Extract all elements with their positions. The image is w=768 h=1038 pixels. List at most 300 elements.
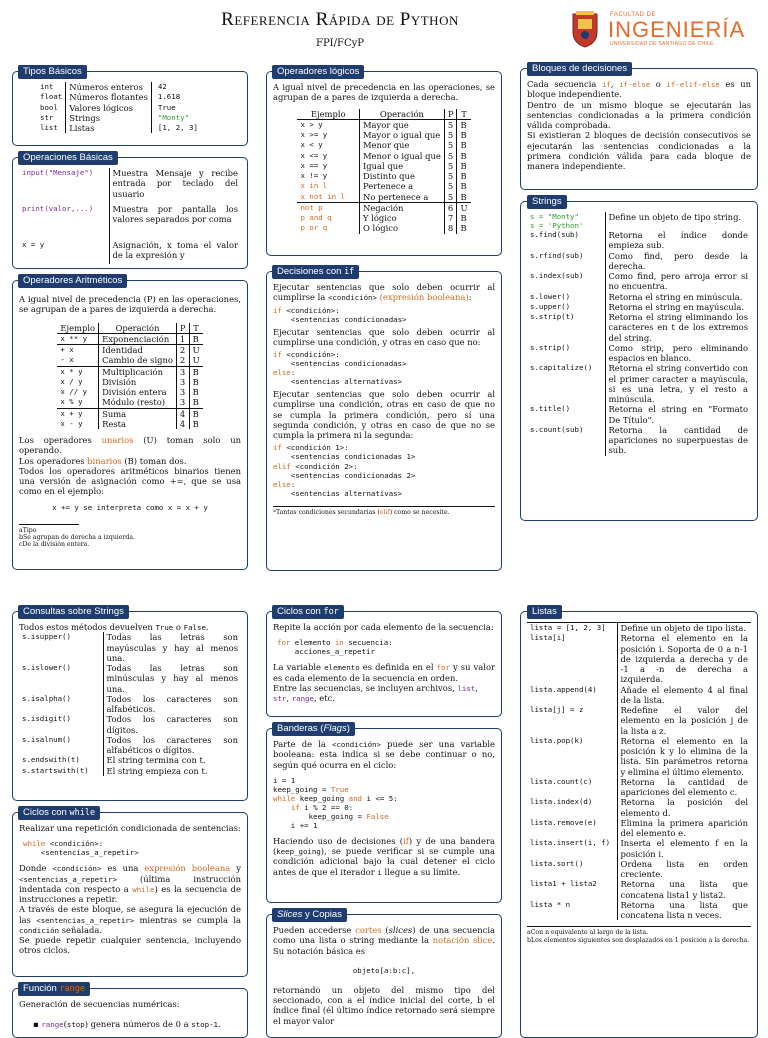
- tipo-example: 42: [157, 82, 167, 91]
- listas-code: lista[i]: [527, 633, 617, 684]
- logicos-cell: 5: [444, 192, 457, 203]
- aritm-cell: - x: [57, 355, 98, 366]
- table-row: [19, 766, 241, 776]
- decisiones-code2: if <condición>: <sentencias condicionadas> else: <sentencias alternativas>: [273, 350, 407, 387]
- aritm-cell: U: [192, 345, 200, 355]
- tipo-example: "Monty": [157, 112, 190, 122]
- listas-code: lista.remove(e): [527, 818, 617, 839]
- tipo-desc: Valores lógicos: [66, 103, 152, 113]
- logicos-cell: Igual que: [359, 161, 444, 171]
- strings-desc: Retorna el string eliminando los caracteres en t de los extremos del string.: [608, 312, 748, 343]
- table-row: [527, 777, 751, 798]
- table-row: [527, 271, 751, 292]
- while-title: Ciclos con while: [18, 806, 100, 820]
- consultas-code: s.isupper(): [19, 632, 103, 663]
- aritm-title: Operadores Aritméticos: [18, 274, 127, 288]
- logicos-title: Operadores lógicos: [272, 65, 364, 79]
- consultas-desc: El string empieza con t.: [106, 765, 208, 776]
- banderas-box: [266, 728, 502, 903]
- listas-desc: Redefine el valor del elemento en la posición j de la lista a z.: [620, 705, 748, 736]
- aritm-cell: B: [192, 366, 199, 377]
- aritm-p1: Los operadores unarios (U) toman solo un operando.: [19, 435, 242, 456]
- strings-desc: Retorna el string convertido con el primer caracter a mayúscula, si es una letra, y el resto a minúscula.: [608, 363, 748, 405]
- logicos-header: Ejemplo: [297, 109, 359, 120]
- aritm-p2: Los operadores binarios (B) toman dos.: [19, 455, 187, 466]
- table-row: [19, 240, 241, 264]
- listas-table: [527, 622, 751, 920]
- banderas-title: Banderas (Flags): [272, 722, 355, 736]
- logicos-cell: U: [460, 202, 468, 213]
- logicos-cell: B: [457, 192, 471, 203]
- strings-code: s.find(sub): [527, 230, 605, 251]
- table-row: [527, 736, 751, 777]
- opb-code: input("Mensaje"): [19, 168, 109, 204]
- while-box: [12, 812, 248, 977]
- aritm-cell: + x: [57, 345, 98, 356]
- header: [0, 0, 768, 60]
- strings-desc: Retorna el string en minúscula.: [608, 291, 743, 302]
- consultas-table: [19, 632, 241, 776]
- opb-desc: Asignación, x toma el valor de la expresión y: [112, 240, 238, 261]
- logo-small-text: FACULTAD DE: [610, 12, 656, 18]
- logo-subtext: UNIVERSIDAD DE SANTIAGO DE CHILE: [610, 41, 714, 47]
- strings-desc: Como strip, pero eliminando espacios en blanco.: [608, 342, 748, 364]
- tipo-name: list: [37, 123, 66, 133]
- listas-desc: Retorna la posición del elemento d.: [620, 797, 748, 818]
- decisiones-box: [266, 271, 502, 571]
- logicos-cell: x not in l: [297, 192, 359, 203]
- listas-code: lista.index(d): [527, 797, 617, 818]
- table-row: [527, 343, 751, 364]
- strings-desc: Retorna el string en mayúscula.: [608, 301, 745, 312]
- logicos-cell: Mayor o igual que: [359, 130, 444, 140]
- logicos-header: P: [444, 109, 457, 120]
- aritm-cell: x + y: [57, 408, 98, 419]
- logicos-cell: x <= y: [297, 151, 359, 161]
- consultas-code: s.isalnum(): [19, 735, 103, 756]
- table-row: [527, 623, 751, 634]
- table-row: [19, 735, 241, 756]
- slices-p1: Pueden accederse cortes (slices) de una secuencia como una lista o string mediante la notación slice. Su notación básica es: [273, 925, 495, 956]
- aritm-cell: x % y: [57, 397, 98, 408]
- tipo-desc: Números flotantes: [66, 92, 152, 102]
- table-row: [527, 900, 751, 921]
- logicos-cell: Pertenece a: [359, 181, 444, 191]
- listas-desc: Inserta el elemento f en la posición i.: [620, 838, 748, 859]
- listas-code: lista1 + lista2: [527, 879, 617, 900]
- table-row: [527, 363, 751, 404]
- consultas-desc: Todos los caracteres son alfabéticos o dígitos.: [106, 734, 238, 755]
- table-row: [297, 223, 470, 233]
- table-row: [527, 292, 751, 302]
- tipo-example: 1.618: [157, 92, 181, 102]
- aritm-header: Operación: [99, 323, 177, 334]
- slices-code: objeto[a:b:c],: [352, 965, 416, 975]
- strings-desc: Retorna el índice donde empieza sub.: [608, 230, 748, 251]
- logicos-cell: Y lógico: [359, 213, 444, 223]
- aritm-cell: División entera: [99, 387, 177, 397]
- decisiones-p1: Ejecutar sentencias que solo deben ocurrir al cumplirse la <condición> (expresión booleana):: [273, 282, 495, 303]
- aritm-cell: Suma: [99, 408, 177, 419]
- aritm-cell: x ** y: [57, 333, 98, 344]
- table-row: [527, 818, 751, 839]
- strings-code: s = "Monty" s = 'Python': [527, 212, 605, 230]
- table-row: [297, 151, 470, 161]
- logicos-cell: 7: [444, 213, 457, 223]
- aritm-notes: [19, 524, 136, 549]
- listas-desc: Retorna el elemento en la posición k y lo elimina de la lista. Sin parámetros retorna y elimina el último elemento.: [620, 735, 748, 777]
- logicos-cell: Distinto que: [359, 171, 444, 181]
- aritm-cell: B: [192, 418, 199, 429]
- strings-code: s.rfind(sub): [527, 251, 605, 272]
- table-row: [527, 797, 751, 818]
- strings-desc: Retorna el string en "Formato De Título".: [608, 404, 748, 425]
- banderas-p2: Haciendo uso de decisiones (if) y de una bandera (keep_going), se puede verificar si se cumple una condición adicional bajo la cual detener el ciclo antes de que el iterador i llegue a su límite.: [273, 835, 495, 877]
- aritm-cell: Exponenciación: [99, 333, 177, 344]
- aritm-cell: x // y: [57, 387, 98, 397]
- table-row: [527, 633, 751, 684]
- tipos-title: Tipos Básicos: [18, 65, 87, 79]
- aritm-cell: x - y: [57, 419, 98, 429]
- logicos-table: [297, 109, 470, 234]
- listas-box: [520, 611, 758, 1038]
- table-row: [297, 202, 470, 213]
- listas-desc: Añade el elemento 4 al final de la lista.: [620, 684, 748, 705]
- strings-code: s.strip(): [527, 343, 605, 364]
- bloques-box: [520, 68, 758, 190]
- table-row: [19, 755, 241, 765]
- aritm-cell: B: [192, 408, 199, 419]
- aritm-cell: 3: [176, 387, 189, 397]
- listas-desc: Elimina la primera aparición del elemento e.: [620, 817, 748, 838]
- aritm-cell: Módulo (resto): [99, 397, 177, 408]
- table-row: [527, 879, 751, 900]
- logicos-cell: B: [460, 160, 467, 171]
- opb-code: x = y: [19, 240, 109, 264]
- logicos-cell: p or q: [297, 223, 359, 233]
- aritm-intro: A igual nivel de precedencia (P) en las operaciones, se agrupan de a pares de izquierda a derecha.: [19, 294, 241, 315]
- listas-desc: Retorna una lista que concatena lista1 y lista2.: [620, 879, 748, 900]
- logicos-cell: x != y: [297, 171, 359, 181]
- table-row: [527, 685, 751, 706]
- consultas-code: s.startswith(t): [19, 766, 103, 776]
- consultas-desc: Todas las letras son mayúsculas y hay al menos una.: [106, 632, 238, 663]
- listas-note-a: aCon n equivalente al largo de la lista.: [527, 929, 648, 937]
- funcion-item1: ▪ range(stop) genera números de 0 a stop-1.: [33, 1019, 221, 1030]
- opb-desc: Muestra Mensaje y recibe entrada por teclado del usuario: [112, 168, 238, 199]
- decisiones-code1: if <condición>: <sentencias condicionadas>: [273, 305, 407, 324]
- logicos-cell: x >= y: [297, 130, 359, 140]
- table-row: [19, 204, 241, 240]
- table-row: [527, 212, 751, 230]
- logicos-cell: B: [457, 119, 471, 130]
- opb-desc: Muestra por pantalla los valores separados por coma: [112, 204, 238, 225]
- listas-code: lista[j] = z: [527, 705, 617, 736]
- opbasicas-title: Operaciones Básicas: [18, 151, 118, 165]
- funcion-p1: Generación de secuencias numéricas:: [19, 999, 180, 1009]
- logicos-header: Operación: [359, 109, 444, 120]
- aritm-example: x += y se interpreta como x = x + y: [52, 502, 208, 512]
- tipo-name: int: [37, 82, 66, 92]
- table-row: [37, 92, 201, 102]
- logicos-cell: 5: [444, 130, 457, 140]
- decisiones-code3: if <condición 1>: <sentencias condicionadas 1> elif <condición 2>: <sentencias condicionadas 2> else: <sentencias alternativas>: [273, 443, 416, 498]
- listas-code: lista = [1, 2, 3]: [527, 623, 617, 634]
- aritm-cell: B: [189, 333, 203, 344]
- listas-code: lista.pop(k): [527, 736, 617, 777]
- table-row: [19, 714, 241, 735]
- table-row: [37, 113, 201, 123]
- strings-title: Strings: [527, 195, 567, 209]
- tipos-table: [37, 82, 201, 133]
- aritm-table: [57, 323, 202, 430]
- table-row: [57, 366, 202, 377]
- table-row: [297, 161, 470, 171]
- logicos-cell: O lógico: [359, 223, 444, 233]
- while-code: while <condición>: <sentencias_a_repetir>: [23, 839, 139, 858]
- logicos-cell: x == y: [297, 161, 359, 171]
- strings-table: [527, 212, 751, 456]
- logicos-cell: 6: [444, 202, 457, 213]
- aritm-cell: 2: [176, 355, 189, 366]
- aritm-note-a: aTipo: [19, 526, 37, 534]
- logicos-cell: not p: [297, 202, 359, 213]
- aritm-cell: B: [189, 397, 203, 408]
- logicos-cell: 8: [444, 223, 457, 233]
- table-row: [297, 192, 470, 203]
- bloques-p1: Cada secuencia if, if-else o if-elif-else es un bloque independiente.: [527, 79, 751, 100]
- table-row: [297, 119, 470, 130]
- table-row: [527, 230, 751, 251]
- tipos-box: [12, 71, 248, 146]
- aritm-cell: B: [192, 376, 199, 387]
- table-row: [57, 345, 202, 356]
- listas-note-b: bLos elementos siguientes son desplazados en 1 posición a la derecha.: [527, 936, 750, 944]
- listas-notes: [527, 926, 751, 944]
- strings-code: s.title(): [527, 404, 605, 425]
- table-row: [19, 168, 241, 204]
- banderas-p1: Parte de la <condición> puede ser una variable booleana: esta indica si se debe continuar o no, según qué ocurra en el ciclo:: [273, 739, 495, 770]
- aritm-box: [12, 280, 248, 570]
- opbasicas-table: [19, 168, 241, 264]
- logicos-cell: 5: [444, 119, 457, 130]
- aritm-header: Ejemplo: [57, 323, 98, 334]
- logicos-cell: B: [460, 171, 467, 181]
- logicos-cell: Menor que: [359, 140, 444, 150]
- listas-desc: Retorna una lista que concatena lista n veces.: [620, 899, 748, 920]
- decisiones-note: ªTantas condiciones secundarias (elif) como se necesite.: [273, 506, 495, 516]
- aritm-cell: B: [192, 387, 199, 397]
- strings-code: s.lower(): [527, 292, 605, 302]
- consultas-desc: Todos los caracteres son dígitos.: [106, 714, 238, 735]
- table-row: [527, 312, 751, 343]
- listas-desc: Retorna el elemento en la posición i. Soporta de 0 a n-1 de izquierda a derecha y de -1 a -n de derecha a izquierda.: [620, 633, 748, 685]
- bloques-title: Bloques de decisiones: [527, 62, 632, 76]
- logicos-intro: A igual nivel de precedencia en las operaciones, se agrupan de a pares de izquierda a derecha.: [273, 82, 495, 103]
- listas-code: lista.append(4): [527, 685, 617, 706]
- strings-desc: Define un objeto de tipo string.: [608, 212, 742, 222]
- table-row: [57, 387, 202, 397]
- aritm-cell: 2: [176, 345, 189, 356]
- opbasicas-box: [12, 157, 248, 269]
- logicos-cell: B: [460, 181, 467, 192]
- strings-code: s.capitalize(): [527, 363, 605, 404]
- table-row: [57, 397, 202, 408]
- table-row: [19, 694, 241, 715]
- slices-p2: retornando un objeto del mismo tipo del seccionado, con a el índice inicial del corte, b el índice final (él último índice retornado será siempre el mayor valor: [273, 984, 495, 1026]
- strings-box: [520, 201, 758, 521]
- listas-code: lista * n: [527, 900, 617, 921]
- consultas-intro: Todos estos métodos devuelven True o False.: [19, 622, 209, 632]
- table-row: [57, 333, 202, 344]
- aritm-cell: Identidad: [99, 345, 177, 356]
- aritm-cell: División: [99, 377, 177, 387]
- consultas-desc: Todas las letras son minúsculas y hay al menos una.: [106, 663, 238, 694]
- slices-box: [266, 914, 502, 1038]
- table-row: [19, 632, 241, 663]
- tipo-name: float: [37, 92, 66, 102]
- strings-code: s.upper(): [527, 302, 605, 312]
- table-row: [297, 130, 470, 140]
- decisiones-p3: Ejecutar sentencias que solo deben ocurrir al cumplirse una condición, otras en caso de que no se cumpla la primera condición, pero sí una segunda condición, y otras en caso de que no se cumpla la primera ni la segunda:: [273, 389, 495, 441]
- aritm-header: P: [176, 323, 189, 334]
- for-p3: Entre las secuencias, se incluyen archivos, list, str, range, etc.: [273, 682, 478, 704]
- aritm-cell: Cambio de signo: [99, 355, 177, 366]
- tipo-desc: Strings: [66, 113, 152, 123]
- tipo-example: True: [157, 102, 176, 112]
- table-row: [297, 140, 470, 150]
- table-row: [37, 103, 201, 113]
- logicos-cell: B: [460, 150, 467, 161]
- strings-code: s.count(sub): [527, 425, 605, 456]
- table-row: [527, 302, 751, 312]
- tipo-example: [1, 2, 3]: [157, 123, 198, 132]
- table-row: [19, 663, 241, 694]
- while-p3: A través de este bloque, se asegura la ejecución de las <sentencias_a_repetir> mientras se cumpla la condición señalada.: [19, 904, 241, 935]
- aritm-note-b: bSe agrupan de derecha a izquierda.: [19, 533, 136, 541]
- for-box: [266, 611, 502, 717]
- table-row: [527, 404, 751, 425]
- for-code: for elemento in secuencia: acciones_a_repetir: [277, 638, 393, 657]
- table-row: [57, 419, 202, 429]
- consultas-code: s.isalpha(): [19, 694, 103, 715]
- tipo-name: str: [37, 113, 66, 123]
- while-p4: Se puede repetir cualquier sentencia, incluyendo otros ciclos.: [19, 935, 241, 956]
- consultas-title: Consultas sobre Strings: [18, 605, 129, 619]
- table-row: [527, 425, 751, 456]
- page-title: Referencia Rápida de Python: [221, 9, 459, 30]
- consultas-desc: Todos los caracteres son alfabéticos.: [106, 693, 238, 714]
- while-p2: Donde <condición> es una expresión booleana y <sentencias_a_repetir> (última instrucción indentada con respecto a while) es la secuencia de instrucciones a repetir.: [19, 863, 241, 905]
- logicos-cell: Mayor que: [359, 119, 444, 130]
- table-row: [527, 251, 751, 272]
- aritm-cell: Multiplicación: [99, 366, 177, 377]
- tipo-desc: Listas: [66, 123, 152, 133]
- strings-desc: Como find, pero arroja error si no encuentra.: [608, 271, 748, 292]
- table-row: [57, 377, 202, 387]
- logicos-cell: B: [460, 223, 467, 234]
- university-logo: [570, 10, 760, 50]
- table-row: [57, 355, 202, 366]
- logicos-cell: x in l: [297, 181, 359, 191]
- table-row: [527, 859, 751, 880]
- logicos-cell: Menor o igual que: [359, 151, 444, 161]
- logicos-cell: B: [460, 213, 467, 223]
- listas-desc: Ordena lista en orden creciente.: [620, 858, 748, 879]
- strings-code: s.index(sub): [527, 271, 605, 292]
- funcion-title: Función range: [18, 982, 90, 996]
- opb-code: print(valor,...): [19, 204, 109, 240]
- consultas-box: [12, 611, 248, 801]
- consultas-desc: El string termina con t.: [106, 755, 206, 766]
- slices-title: Slices y Copias: [272, 908, 347, 922]
- logicos-cell: x < y: [297, 140, 359, 150]
- logicos-cell: x > y: [297, 119, 359, 130]
- listas-desc: Retorna la cantidad de apariciones del elemento c.: [620, 776, 748, 797]
- logicos-cell: 5: [444, 151, 457, 161]
- decisiones-p2: Ejecutar sentencias que solo deben ocurrir al cumplirse una condición, y otras en caso que no:: [273, 326, 495, 347]
- logicos-cell: 5: [444, 171, 457, 181]
- listas-title: Listas: [527, 605, 562, 619]
- logicos-cell: 5: [444, 140, 457, 150]
- aritm-cell: 1: [176, 333, 189, 344]
- for-p2: La variable elemento es definida en el for y su valor es cada elemento de la secuencia en orden.: [273, 662, 495, 683]
- strings-code: s.strip(t): [527, 312, 605, 343]
- consultas-code: s.isdigit(): [19, 714, 103, 735]
- logicos-cell: No pertenece a: [359, 192, 444, 203]
- bloques-p3: Si existieran 2 bloques de decisión consecutivos se ejecutarán las sentencias condicionadas a la primera condición válida para cada bloque de manera independiente.: [527, 130, 751, 171]
- logicos-cell: Negación: [359, 202, 444, 213]
- table-row: [37, 123, 201, 133]
- aritm-cell: Resta: [99, 419, 177, 429]
- for-p1: Repite la acción por cada elemento de la secuencia:: [273, 622, 494, 632]
- aritm-cell: x / y: [57, 377, 98, 387]
- logicos-header: T: [461, 108, 467, 119]
- table-row: [527, 838, 751, 859]
- table-row: [297, 171, 470, 181]
- aritm-cell: 3: [176, 397, 189, 408]
- aritm-cell: 4: [176, 408, 189, 419]
- bloques-p2: Dentro de un mismo bloque se ejecutarán las sentencias condicionadas a la primera condición válida comprobada.: [527, 99, 751, 130]
- page-subtitle: FPI/FCyP: [316, 38, 364, 49]
- tipo-desc: Números enteros: [66, 82, 152, 92]
- table-row: [527, 705, 751, 736]
- logicos-cell: B: [460, 140, 467, 151]
- decisiones-title: Decisiones con if: [272, 265, 359, 279]
- aritm-p3: Todos los operadores aritméticos binarios tienen una versión de asignación como +=, que se usa como en el ejemplo:: [19, 465, 241, 497]
- logicos-box: [266, 71, 502, 256]
- listas-code: lista.count(c): [527, 777, 617, 798]
- consultas-code: s.islower(): [19, 663, 103, 694]
- aritm-cell: 3: [176, 366, 189, 377]
- aritm-cell: x * y: [57, 366, 98, 377]
- table-row: [297, 213, 470, 223]
- logicos-cell: p and q: [297, 213, 359, 223]
- tipo-name: bool: [37, 103, 66, 113]
- seal-icon: [570, 10, 600, 48]
- aritm-note-c: cDe la división entera.: [19, 541, 90, 549]
- listas-desc: Define un objeto de tipo lista.: [617, 623, 751, 634]
- listas-code: lista.insert(i, f): [527, 838, 617, 859]
- logicos-cell: B: [460, 130, 467, 140]
- aritm-header: T: [193, 322, 199, 333]
- table-row: [57, 408, 202, 419]
- aritm-cell: 3: [176, 377, 189, 387]
- aritm-cell: U: [189, 355, 203, 366]
- table-row: [37, 82, 201, 92]
- for-title: Ciclos con for: [272, 605, 344, 619]
- strings-desc: Como find, pero desde la derecha.: [608, 250, 748, 271]
